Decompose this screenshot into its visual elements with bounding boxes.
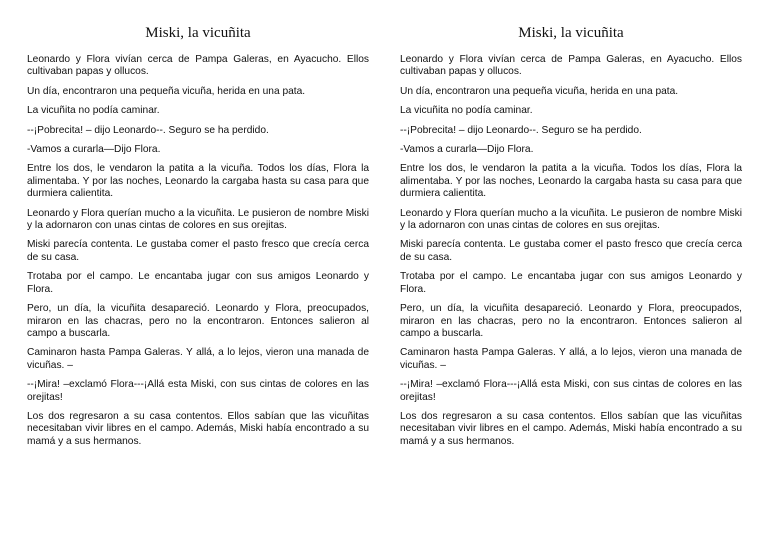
page-title: Miski, la vicuñita [518, 25, 624, 41]
right-page [400, 24, 742, 455]
paragraph: Un día, encontraron una pequeña vicuña, herida en una pata. [400, 85, 679, 97]
paragraph: --¡Pobrecita! – dijo Leonardo--. Seguro se ha perdido. [400, 124, 642, 136]
paragraph: La vicuñita no podía caminar. [27, 105, 160, 117]
paragraph: Un día, encontraron una pequeña vicuña, herida en una pata. [27, 85, 306, 97]
paragraph: --¡Mira! –exclamó Flora---¡Allá esta Miski, con sus cintas de colores en las orejitas! [27, 379, 369, 403]
paragraph: Los dos regresaron a su casa contentos. Ellos sabían que las vicuñitas necesitaban vivir libres en el campo. Además, Miski había encontrado a su mamá y a sus hermanos. [27, 410, 369, 447]
paragraph: Los dos regresaron a su casa contentos. Ellos sabían que las vicuñitas necesitaban vivir libres en el campo. Además, Miski había encontrado a su mamá y a sus hermanos. [400, 410, 742, 447]
paragraph: La vicuñita no podía caminar. [400, 105, 533, 117]
paragraph: Leonardo y Flora vivían cerca de Pampa Galeras, en Ayacucho. Ellos cultivaban papas y ollucos. [400, 54, 742, 78]
paragraph: Miski parecía contenta. Le gustaba comer el pasto fresco que crecía cerca de su casa. [27, 239, 369, 263]
paragraph: Entre los dos, le vendaron la patita a la vicuña. Todos los días, Flora la alimentaba. Y por las noches, Leonardo la cargaba hasta su casa para que durmiera calientita. [27, 163, 369, 200]
paragraph: --¡Pobrecita! – dijo Leonardo--. Seguro se ha perdido. [27, 124, 269, 136]
paragraph: Pero, un día, la vicuñita desapareció. Leonardo y Flora, preocupados, miraron en las chacras, pero no la encontraron. Entonces salieron al campo a buscarla. [400, 303, 742, 339]
page-title: Miski, la vicuñita [145, 25, 251, 41]
left-page [27, 24, 369, 455]
paragraph: Caminaron hasta Pampa Galeras. Y allá, a lo lejos, vieron una manada de vicuñas. – [400, 347, 742, 371]
paragraph: -Vamos a curarla—Dijo Flora. [27, 144, 161, 156]
paragraph: Leonardo y Flora querían mucho a la vicuñita. Le pusieron de nombre Miski y la adornaron con unas cintas de colores en sus orejitas. [400, 207, 742, 232]
paragraph: Leonardo y Flora vivían cerca de Pampa Galeras, en Ayacucho. Ellos cultivaban papas y ollucos. [27, 54, 369, 78]
paragraph: -Vamos a curarla—Dijo Flora. [400, 144, 534, 156]
paragraph: Trotaba por el campo. Le encantaba jugar con sus amigos Leonardo y Flora. [27, 271, 369, 295]
paragraph: Leonardo y Flora querían mucho a la vicuñita. Le pusieron de nombre Miski y la adornaron con unas cintas de colores en sus orejitas. [27, 207, 369, 232]
paragraph: Caminaron hasta Pampa Galeras. Y allá, a lo lejos, vieron una manada de vicuñas. – [27, 347, 369, 371]
paragraph: --¡Mira! –exclamó Flora---¡Allá esta Miski, con sus cintas de colores en las orejitas! [400, 379, 742, 403]
paragraph: Trotaba por el campo. Le encantaba jugar con sus amigos Leonardo y Flora. [400, 271, 742, 295]
paragraph: Miski parecía contenta. Le gustaba comer el pasto fresco que crecía cerca de su casa. [400, 239, 742, 263]
paragraph: Pero, un día, la vicuñita desapareció. Leonardo y Flora, preocupados, miraron en las chacras, pero no la encontraron. Entonces salieron al campo a buscarla. [27, 303, 369, 339]
paragraph: Entre los dos, le vendaron la patita a la vicuña. Todos los días, Flora la alimentaba. Y por las noches, Leonardo la cargaba hasta su casa para que durmiera calientita. [400, 163, 742, 200]
